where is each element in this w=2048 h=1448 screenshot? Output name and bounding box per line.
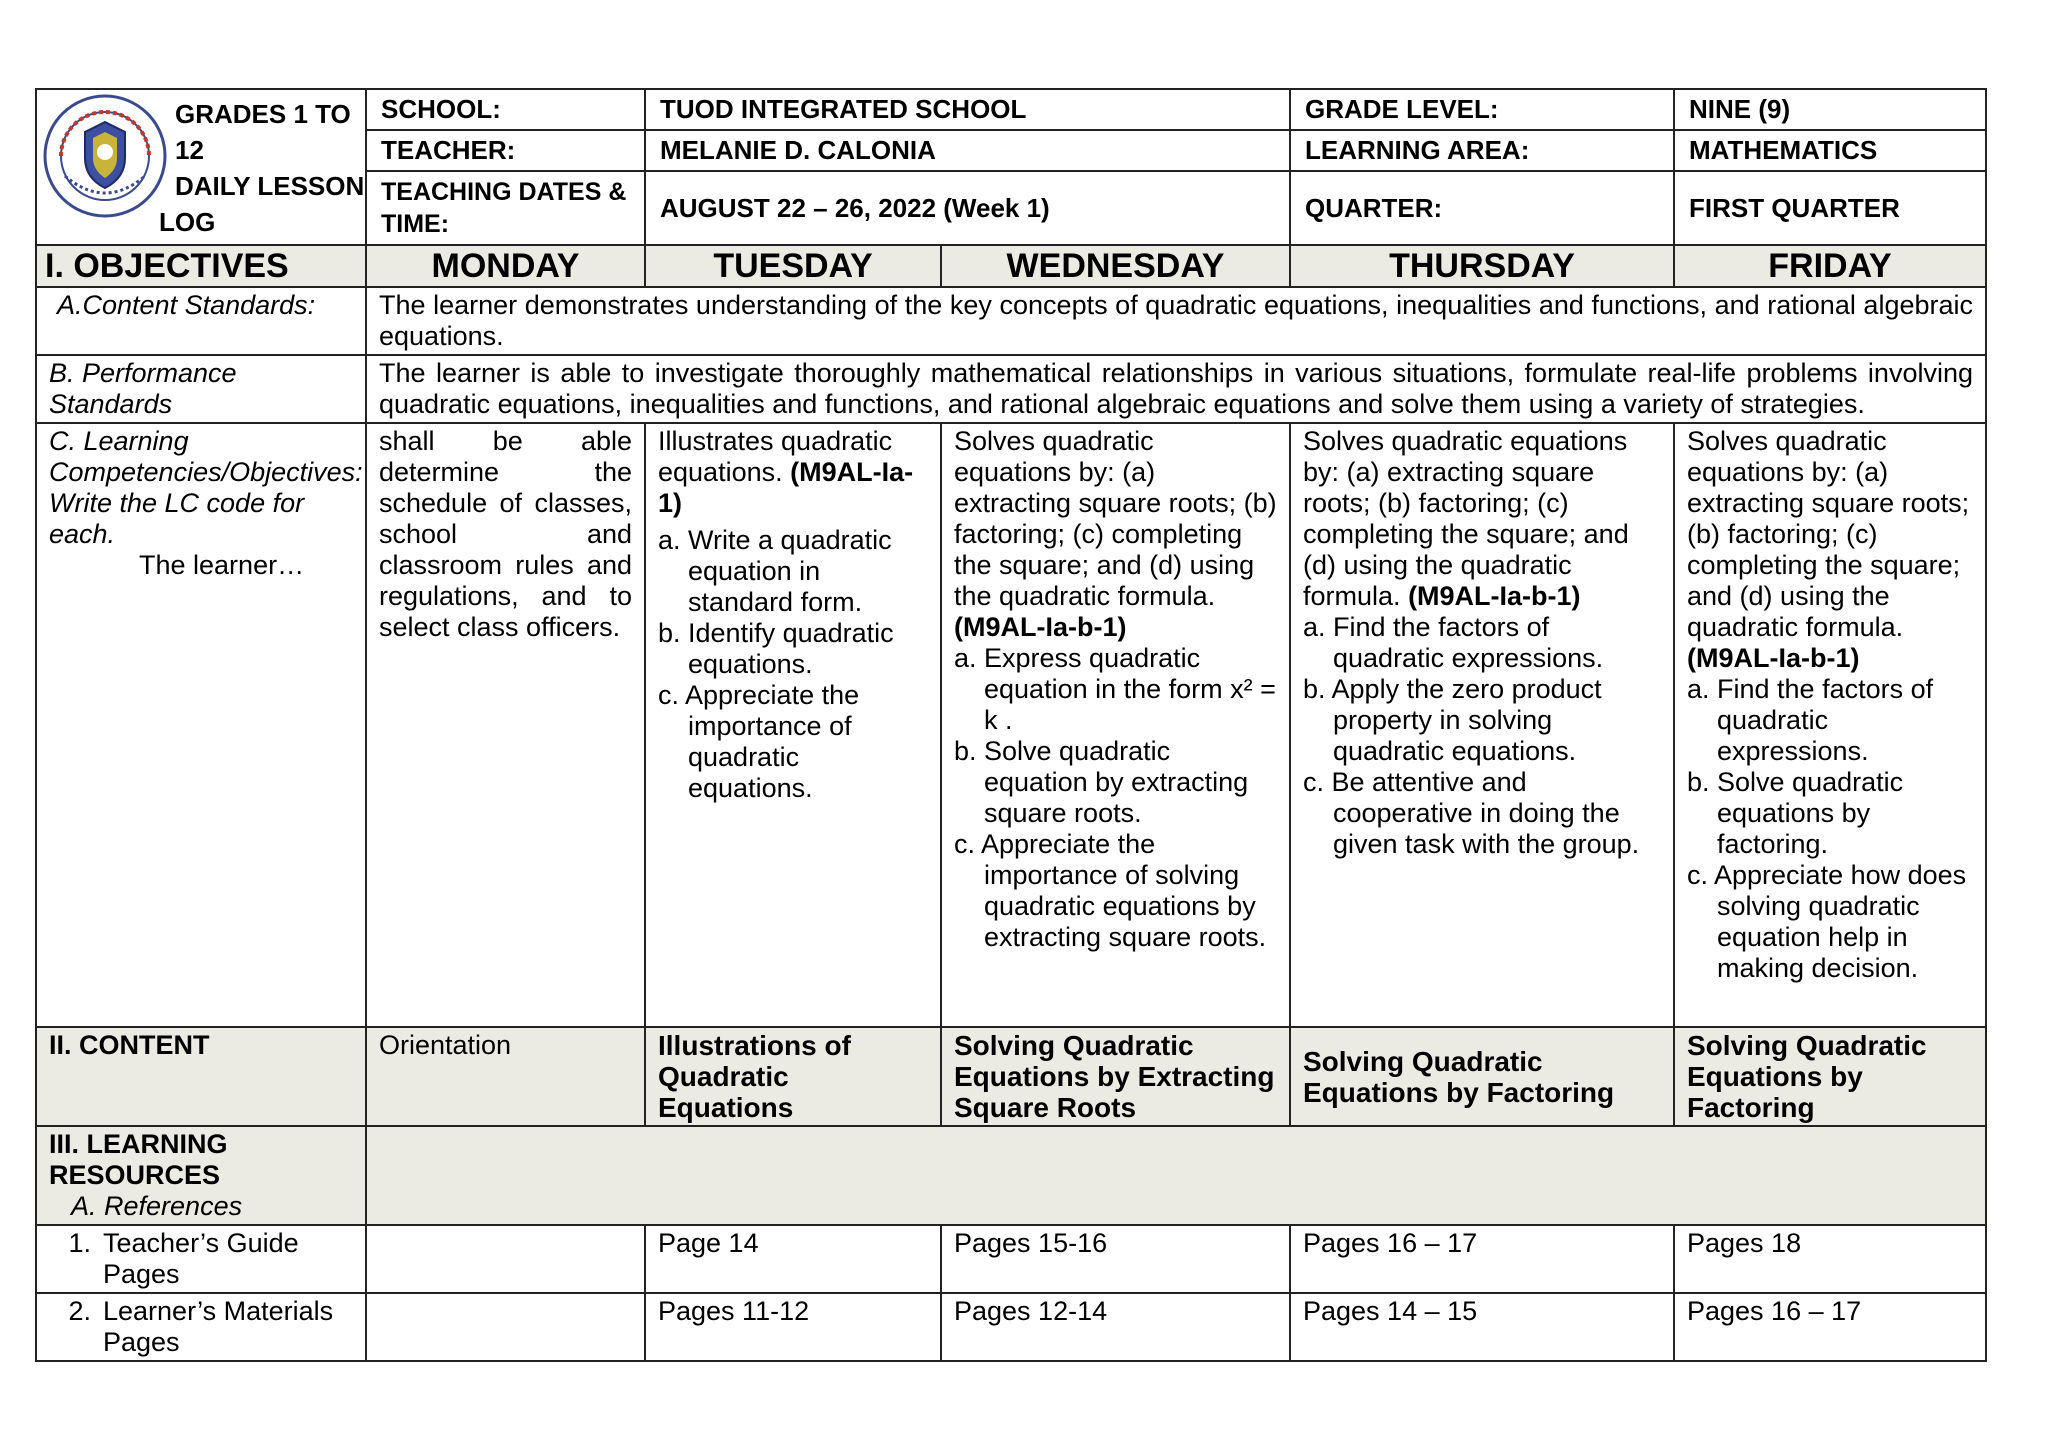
lm-number: 2. <box>68 1296 91 1326</box>
performance-standards-text: The learner is able to investigate thoroughly mathematical relationships in various situations, formulate real-life problems involving quadratic equations, inequalities and functions, and rational algebraic equations and solve them using a variety of strategies. <box>366 355 1986 423</box>
competency-thursday <box>1290 423 1674 1027</box>
content-friday: Solving Quadratic Equations by Factoring <box>1674 1027 1986 1126</box>
wednesday-item-c: c. Appreciate the importance of solving quadratic equations by extracting square roots. <box>954 829 1267 952</box>
tuesday-item-a: a. Write a quadratic equation in standard form. <box>658 525 892 617</box>
friday-item-c: c. Appreciate how does solving quadratic equation help in making decision. <box>1687 860 1967 983</box>
competency-tuesday <box>645 423 941 1027</box>
tuesday-item-c: c. Appreciate the importance of quadratic equations. <box>658 680 860 803</box>
lm-monday <box>366 1293 645 1361</box>
grade-level-value: NINE (9) <box>1674 89 1986 130</box>
lm-label: Learner’s Materials Pages <box>103 1296 334 1357</box>
learner-label: The learner… <box>139 550 305 580</box>
lm-tuesday: Pages 11-12 <box>645 1293 941 1361</box>
wednesday-code: (M9AL-Ia-b-1) <box>954 612 1127 642</box>
day-tuesday: TUESDAY <box>645 245 941 287</box>
thursday-item-c: c. Be attentive and cooperative in doing the given task with the group. <box>1303 767 1640 859</box>
content-wednesday: Solving Quadratic Equations by Extracting Square Roots <box>941 1027 1290 1126</box>
tg-friday: Pages 18 <box>1674 1225 1986 1293</box>
wednesday-intro: Solves quadratic equations by: (a) extracting square roots; (b) factoring; (c) completing the square; and (d) using the quadratic formula. <box>954 426 1277 611</box>
school-value: TUOD INTEGRATED SCHOOL <box>645 89 1290 130</box>
header-title-cell <box>36 89 366 245</box>
tg-thursday: Pages 16 – 17 <box>1290 1225 1674 1293</box>
day-wednesday: WEDNESDAY <box>941 245 1290 287</box>
objectives-heading: I. OBJECTIVES <box>36 245 366 287</box>
wednesday-item-b: b. Solve quadratic equation by extracting square roots. <box>954 736 1249 828</box>
friday-item-b: b. Solve quadratic equations by factoring. <box>1687 767 1904 859</box>
content-standards-text: The learner demonstrates understanding of the key concepts of quadratic equations, inequalities and functions, and rational algebraic equations. <box>366 287 1986 355</box>
tg-number: 1. <box>68 1228 91 1258</box>
competency-monday: shall be able determine the schedule of classes, school and classroom rules and regulations, and to select class officers. <box>366 423 645 1027</box>
friday-code: (M9AL-Ia-b-1) <box>1687 643 1860 673</box>
lm-label-cell <box>36 1293 366 1361</box>
quarter-label: QUARTER: <box>1290 171 1674 245</box>
competency-friday <box>1674 423 1986 1027</box>
content-thursday: Solving Quadratic Equations by Factoring <box>1290 1027 1674 1126</box>
learning-area-label: LEARNING AREA: <box>1290 130 1674 171</box>
learning-area-value: MATHEMATICS <box>1674 130 1986 171</box>
title-line-2: 12 <box>175 135 204 165</box>
school-label: SCHOOL: <box>366 89 645 130</box>
lesson-log-table <box>35 88 1987 1362</box>
teaching-dates-value: AUGUST 22 – 26, 2022 (Week 1) <box>645 171 1290 245</box>
title-line-1: GRADES 1 TO <box>175 99 351 129</box>
grade-level-label: GRADE LEVEL: <box>1290 89 1674 130</box>
tg-label-cell <box>36 1225 366 1293</box>
lm-thursday: Pages 14 – 15 <box>1290 1293 1674 1361</box>
competencies-label-cell <box>36 423 366 1027</box>
content-tuesday: Illustrations of Quadratic Equations <box>645 1027 941 1126</box>
thursday-item-a: a. Find the factors of quadratic expressions. <box>1303 612 1604 673</box>
tg-wednesday: Pages 15-16 <box>941 1225 1290 1293</box>
tg-tuesday: Page 14 <box>645 1225 941 1293</box>
daily-lesson-log-sheet <box>35 88 1985 1362</box>
tg-monday <box>366 1225 645 1293</box>
content-monday: Orientation <box>366 1027 645 1126</box>
references-label: A. References <box>71 1191 243 1221</box>
friday-item-a: a. Find the factors of quadratic expressions. <box>1687 674 1934 766</box>
day-thursday: THURSDAY <box>1290 245 1674 287</box>
resources-blank <box>366 1126 1986 1225</box>
lm-friday: Pages 16 – 17 <box>1674 1293 1986 1361</box>
resources-label: III. LEARNING RESOURCES <box>49 1129 228 1190</box>
content-label: II. CONTENT <box>36 1027 366 1126</box>
thursday-code: (M9AL-Ia-b-1) <box>1408 581 1581 611</box>
performance-standards-label: B. Performance Standards <box>36 355 366 423</box>
day-friday: FRIDAY <box>1674 245 1986 287</box>
deped-seal-logo <box>41 92 169 220</box>
competencies-label: C. Learning Competencies/Objectives: Write the LC code for each. <box>49 426 363 549</box>
wednesday-item-a: a. Express quadratic equation in the form x² = k . <box>954 643 1276 735</box>
friday-intro: Solves quadratic equations by: (a) extracting square roots; (b) factoring; (c) completing the square; and (d) using the quadratic formula. <box>1687 426 1970 642</box>
thursday-intro: Solves quadratic equations by: (a) extracting square roots; (b) factoring; (c) completing the square; and (d) using the quadratic formula. <box>1303 426 1629 611</box>
title-line-4: LOG <box>159 207 216 237</box>
title-line-3: DAILY LESSON <box>175 171 365 201</box>
tuesday-intro: Illustrates quadratic equations. <box>658 426 893 487</box>
teacher-label: TEACHER: <box>366 130 645 171</box>
lm-wednesday: Pages 12-14 <box>941 1293 1290 1361</box>
teaching-dates-label: TEACHING DATES & TIME: <box>366 171 645 245</box>
quarter-value: FIRST QUARTER <box>1674 171 1986 245</box>
day-monday: MONDAY <box>366 245 645 287</box>
content-standards-label: A.Content Standards: <box>36 287 366 355</box>
thursday-item-b: b. Apply the zero product property in solving quadratic equations. <box>1303 674 1602 766</box>
resources-label-cell <box>36 1126 366 1225</box>
tg-label: Teacher’s Guide Pages <box>103 1228 299 1289</box>
teacher-value: MELANIE D. CALONIA <box>645 130 1290 171</box>
tuesday-code: (M9AL-Ia-1) <box>658 457 914 518</box>
competency-wednesday <box>941 423 1290 1027</box>
header-title <box>159 96 365 240</box>
tuesday-item-b: b. Identify quadratic equations. <box>658 618 894 679</box>
